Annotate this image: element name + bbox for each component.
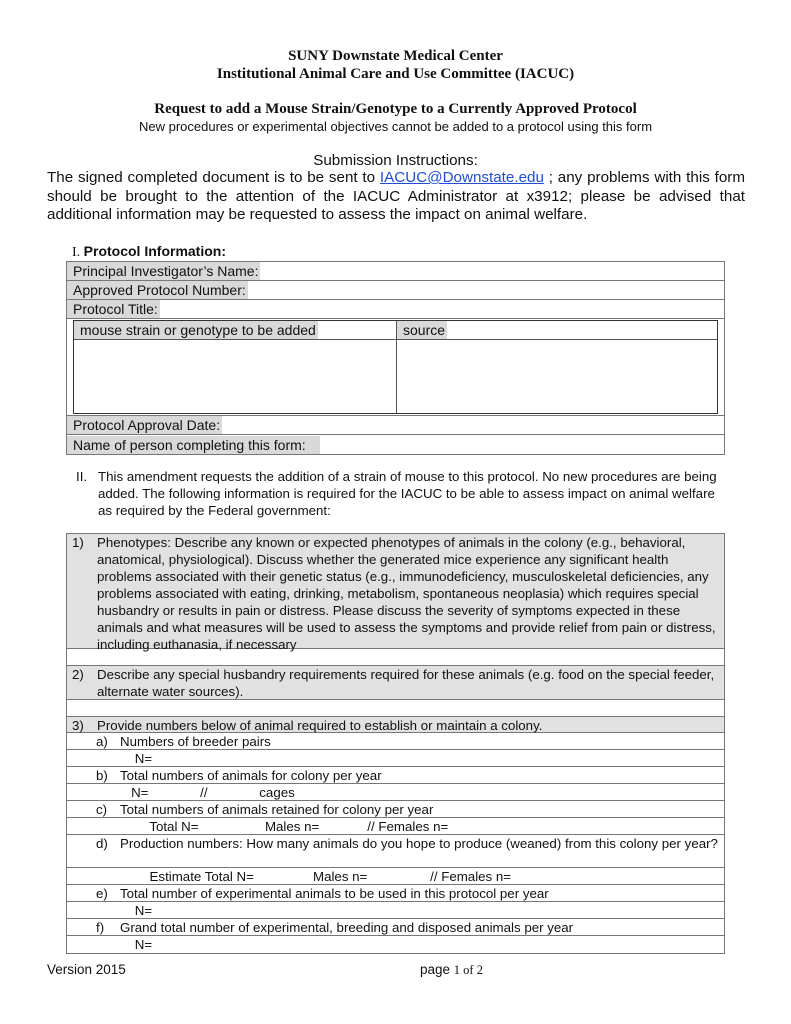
page-indicator <box>420 962 483 978</box>
strain-header-cell <box>74 321 397 340</box>
question-3a-value: N= <box>120 751 153 766</box>
question-3b-answer[interactable] <box>67 784 724 801</box>
approval-date-label: Protocol Approval Date: <box>67 416 222 434</box>
question-1-answer[interactable] <box>67 649 724 666</box>
question-2-number: 2) <box>72 667 84 682</box>
protocol-info-table <box>66 261 725 455</box>
question-3a-answer[interactable] <box>67 750 724 767</box>
question-3c-value: Total N= Males n= // Females n= <box>120 819 449 834</box>
question-3e-value: N= <box>120 903 153 918</box>
approval-date-row[interactable] <box>67 416 724 435</box>
page-word: page <box>420 962 454 977</box>
question-3c-answer[interactable] <box>67 818 724 835</box>
strain-header: mouse strain or genotype to be added <box>74 321 318 339</box>
question-3c-text: Total numbers of animals retained for colony per year <box>120 802 434 817</box>
protocol-number-label: Approved Protocol Number: <box>67 281 248 299</box>
completer-name-row[interactable] <box>67 435 724 454</box>
question-3-text: Provide numbers below of animal required to establish or maintain a colony. <box>97 718 543 733</box>
question-3d-row <box>67 835 724 868</box>
question-3b-value: N= // cages <box>120 785 295 800</box>
source-input-cell[interactable] <box>397 340 717 413</box>
instructions-text-before: The signed completed document is to be sent to <box>47 169 380 186</box>
form-title: Request to add a Mouse Strain/Genotype to a Currently Approved Protocol <box>154 101 637 117</box>
version-label: Version 2015 <box>47 962 126 977</box>
question-1-number: 1) <box>72 535 84 550</box>
question-3f-text: Grand total number of experimental, breeding and disposed animals per year <box>120 920 574 935</box>
section1-heading <box>72 243 226 261</box>
question-3b-row <box>67 767 724 784</box>
source-header: source <box>397 321 447 339</box>
form-subtitle: New procedures or experimental objectives cannot be added to a protocol using this form <box>138 119 653 134</box>
section2-numeral: II. <box>76 469 88 484</box>
question-3c-row <box>67 801 724 818</box>
completer-name-label: Name of person completing this form: <box>67 436 320 454</box>
question-3d-letter: d) <box>96 836 108 851</box>
questions-table <box>66 533 725 954</box>
question-3-row <box>67 717 724 733</box>
instructions-text-after: ; any problems with this form should be brought to the attention of the IACUC Administrator at x3912; please be advised that additional information may be requested to assess the impact on animal welfare. <box>47 169 745 223</box>
question-3a-text: Numbers of breeder pairs <box>120 734 271 749</box>
strain-input-cell[interactable] <box>74 340 397 413</box>
question-3a-row <box>67 733 724 750</box>
question-3b-letter: b) <box>96 768 108 783</box>
question-3d-answer[interactable] <box>67 868 724 885</box>
instructions-text <box>47 169 745 225</box>
question-3c-letter: c) <box>96 802 108 817</box>
strain-table <box>73 320 718 414</box>
section1-title: Protocol Information: <box>83 243 226 259</box>
iacuc-email-link[interactable]: IACUC@Downstate.edu <box>379 169 544 186</box>
question-3e-answer[interactable] <box>67 902 724 919</box>
section1-numeral: I. <box>72 245 81 260</box>
page-number: 1 of 2 <box>453 963 483 977</box>
protocol-title-label: Protocol Title: <box>67 300 160 318</box>
question-2-row <box>67 666 724 700</box>
question-2-text: Describe any special husbandry requirements required for these animals (e.g. food on the special feeder, alternate water sources). <box>97 667 715 699</box>
protocol-title-row[interactable] <box>67 300 724 319</box>
section2-paragraph <box>76 468 726 519</box>
question-3f-value: N= <box>120 937 153 952</box>
question-3d-text: Production numbers: How many animals do you hope to produce (weaned) from this colony per year? <box>120 836 718 851</box>
protocol-number-row[interactable] <box>67 281 724 300</box>
question-1-text: Phenotypes: Describe any known or expected phenotypes of animals in the colony (e.g., behavioral, anatomical, physiological). Discuss whether the generated mice experience any significant health problems associated with their genetic status (e.g., immunodeficiency, musculoskeletal deficiencies, any problems associated with eating, drinking, metabolism, spontaneous neoplasia) which requires special husbandry or results in pain or distress. Please discuss the severity of symptoms expected in these animals and what measures will be used to assess the symptoms and provide relief from pain or distress, including euthanasia, if necessary <box>97 535 716 652</box>
instructions-heading: Submission Instructions: <box>313 152 478 169</box>
institution-name: SUNY Downstate Medical Center <box>288 48 503 64</box>
question-3e-letter: e) <box>96 886 108 901</box>
question-3a-letter: a) <box>96 734 108 749</box>
question-3e-text: Total number of experimental animals to be used in this protocol per year <box>120 886 549 901</box>
strain-table-wrapper <box>67 319 724 416</box>
question-3b-text: Total numbers of animals for colony per year <box>120 768 382 783</box>
question-3f-answer[interactable] <box>67 936 724 953</box>
question-3f-row <box>67 919 724 936</box>
pi-name-row[interactable] <box>67 262 724 281</box>
committee-name: Institutional Animal Care and Use Committee (IACUC) <box>216 66 575 82</box>
source-header-cell <box>397 321 717 340</box>
pi-name-label: Principal Investigator’s Name: <box>67 262 260 280</box>
question-1-row <box>67 534 724 652</box>
question-3d-value: Estimate Total N= Males n= // Females n= <box>120 869 512 884</box>
question-3f-letter: f) <box>96 920 105 935</box>
question-3-number: 3) <box>72 718 84 733</box>
question-2-answer[interactable] <box>67 700 724 717</box>
section2-text: This amendment requests the addition of a strain of mouse to this protocol. No new procedures are being added. The following information is required for the IACUC to be able to assess impact on animal welfare as required by the Federal government: <box>98 469 717 518</box>
question-3e-row <box>67 885 724 902</box>
